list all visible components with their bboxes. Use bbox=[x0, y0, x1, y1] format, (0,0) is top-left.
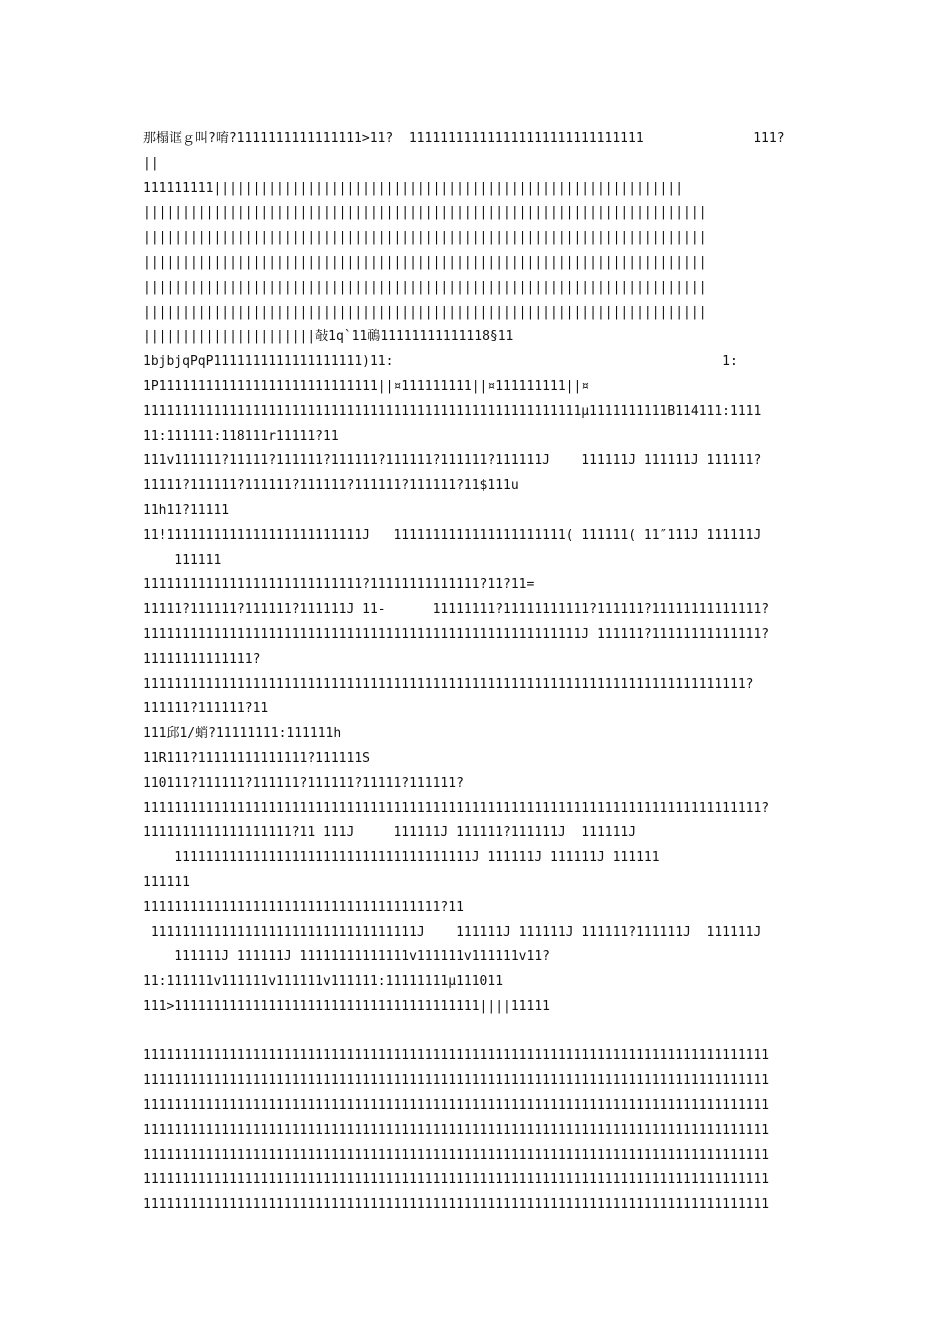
text-line: ||||||||||||||||||||||敧1q`11鳾11111111111118§11 bbox=[143, 329, 514, 345]
text-line: 11R111?11111111111111?111111S bbox=[143, 750, 370, 766]
text-line: 11111111111111111111111111111111111111111111111111111111111111111111111111111111 bbox=[143, 1073, 770, 1089]
text-line: 1bjbjqPqP1111111111111111111)11: 1: bbox=[143, 354, 738, 370]
text-line: 11111111111111111111111111111111111111111111111111111111111111111111111111111111 bbox=[143, 1172, 770, 1188]
text-line: 11111?111111?111111?111111?111111?111111?11$111u bbox=[143, 478, 519, 494]
text-line: 11111?111111?111111?111111J 11- 11111111?11111111111?111111?11111111111111? bbox=[143, 602, 770, 618]
text-line: 11111111111111? bbox=[143, 651, 261, 667]
text-line: 1111111111111111111111111111111111J 111111J 111111J 111111?111111J 111111J bbox=[143, 924, 762, 940]
text-line: 11:111111:118111r11111?11 bbox=[143, 428, 339, 444]
text-line: || bbox=[143, 155, 159, 171]
text-line: 11:111111v111111v111111v111111:11111111µ111011 bbox=[143, 974, 504, 990]
text-line: 111111111|||||||||||||||||||||||||||||||||||||||||||||||||||||||||||| bbox=[143, 180, 684, 196]
text-line: 111邱1/蛸?11111111:111111h bbox=[143, 726, 342, 742]
text-line: |||||||||||||||||||||||||||||||||||||||||||||||||||||||||||||||||||||||| bbox=[143, 230, 707, 246]
text-line: 11111111111111111111111111111111111111?11 bbox=[143, 899, 464, 915]
text-block-1 bbox=[143, 127, 811, 1020]
text-line: 1111111111111111111111111111?11111111111111?11?11= bbox=[143, 577, 535, 593]
text-line: |||||||||||||||||||||||||||||||||||||||||||||||||||||||||||||||||||||||| bbox=[143, 205, 707, 221]
text-line: 11111111111111111111111111111111111111111111111111111111111111111111111111111111 bbox=[143, 1197, 770, 1213]
text-line: 11111111111111111111111111111111111111111111111111111111111111111111111111111111 bbox=[143, 1098, 770, 1114]
text-line: 111111 bbox=[143, 552, 222, 568]
paragraph-gap bbox=[143, 1020, 811, 1045]
text-line: |||||||||||||||||||||||||||||||||||||||||||||||||||||||||||||||||||||||| bbox=[143, 279, 707, 295]
text-line: 111111?111111?11 bbox=[143, 701, 269, 717]
text-line: 11111111111111111111111111111111111111111111111111111111µ1111111111B114111:1111 bbox=[143, 403, 762, 419]
text-line: 11111111111111111111111111111111111111J 111111J 111111J 111111 bbox=[143, 850, 660, 866]
text-line: 111>111111111111111111111111111111111111111||||11111 bbox=[143, 998, 550, 1014]
text-line: 110111?111111?111111?111111?11111?111111? bbox=[143, 775, 464, 791]
text-line: 11h11?11111 bbox=[143, 502, 230, 518]
document-page bbox=[143, 127, 811, 1218]
text-line: 1111111111111111111?11 111J 111111J 111111?111111J 111111J bbox=[143, 825, 637, 841]
text-block-2 bbox=[143, 1044, 811, 1218]
text-line: |||||||||||||||||||||||||||||||||||||||||||||||||||||||||||||||||||||||| bbox=[143, 304, 707, 320]
text-line: 1P1111111111111111111111111111||¤111111111||¤111111111||¤ bbox=[143, 378, 590, 394]
text-line: 11111111111111111111111111111111111111111111111111111111111111111111111111111111 bbox=[143, 1122, 770, 1138]
text-line: 11111111111111111111111111111111111111111111111111111111111111111111111111111? bbox=[143, 676, 754, 692]
text-line: |||||||||||||||||||||||||||||||||||||||||||||||||||||||||||||||||||||||| bbox=[143, 254, 707, 270]
text-line: 111111 bbox=[143, 874, 190, 890]
text-line: 111v111111?11111?111111?111111?111111?111111?111111J 111111J 111111J 111111? bbox=[143, 453, 762, 469]
text-line: 11111111111111111111111111111111111111111111111111111111J 111111?11111111111111? bbox=[143, 626, 770, 642]
text-line: 11!1111111111111111111111111J 1111111111111111111111( 111111( 11″111J 111111J bbox=[143, 527, 762, 543]
text-line: 11111111111111111111111111111111111111111111111111111111111111111111111111111111 bbox=[143, 1147, 770, 1163]
text-line: 111111J 111111J 11111111111111v111111v111111v11? bbox=[143, 949, 550, 965]
text-line: 11111111111111111111111111111111111111111111111111111111111111111111111111111111 bbox=[143, 1048, 770, 1064]
text-line: 1111111111111111111111111111111111111111111111111111111111111111111111111111111? bbox=[143, 800, 770, 816]
text-line: 那榻诓ｇ叫?唷?1111111111111111>11? 111111111111111111111111111111 111? bbox=[143, 131, 785, 146]
